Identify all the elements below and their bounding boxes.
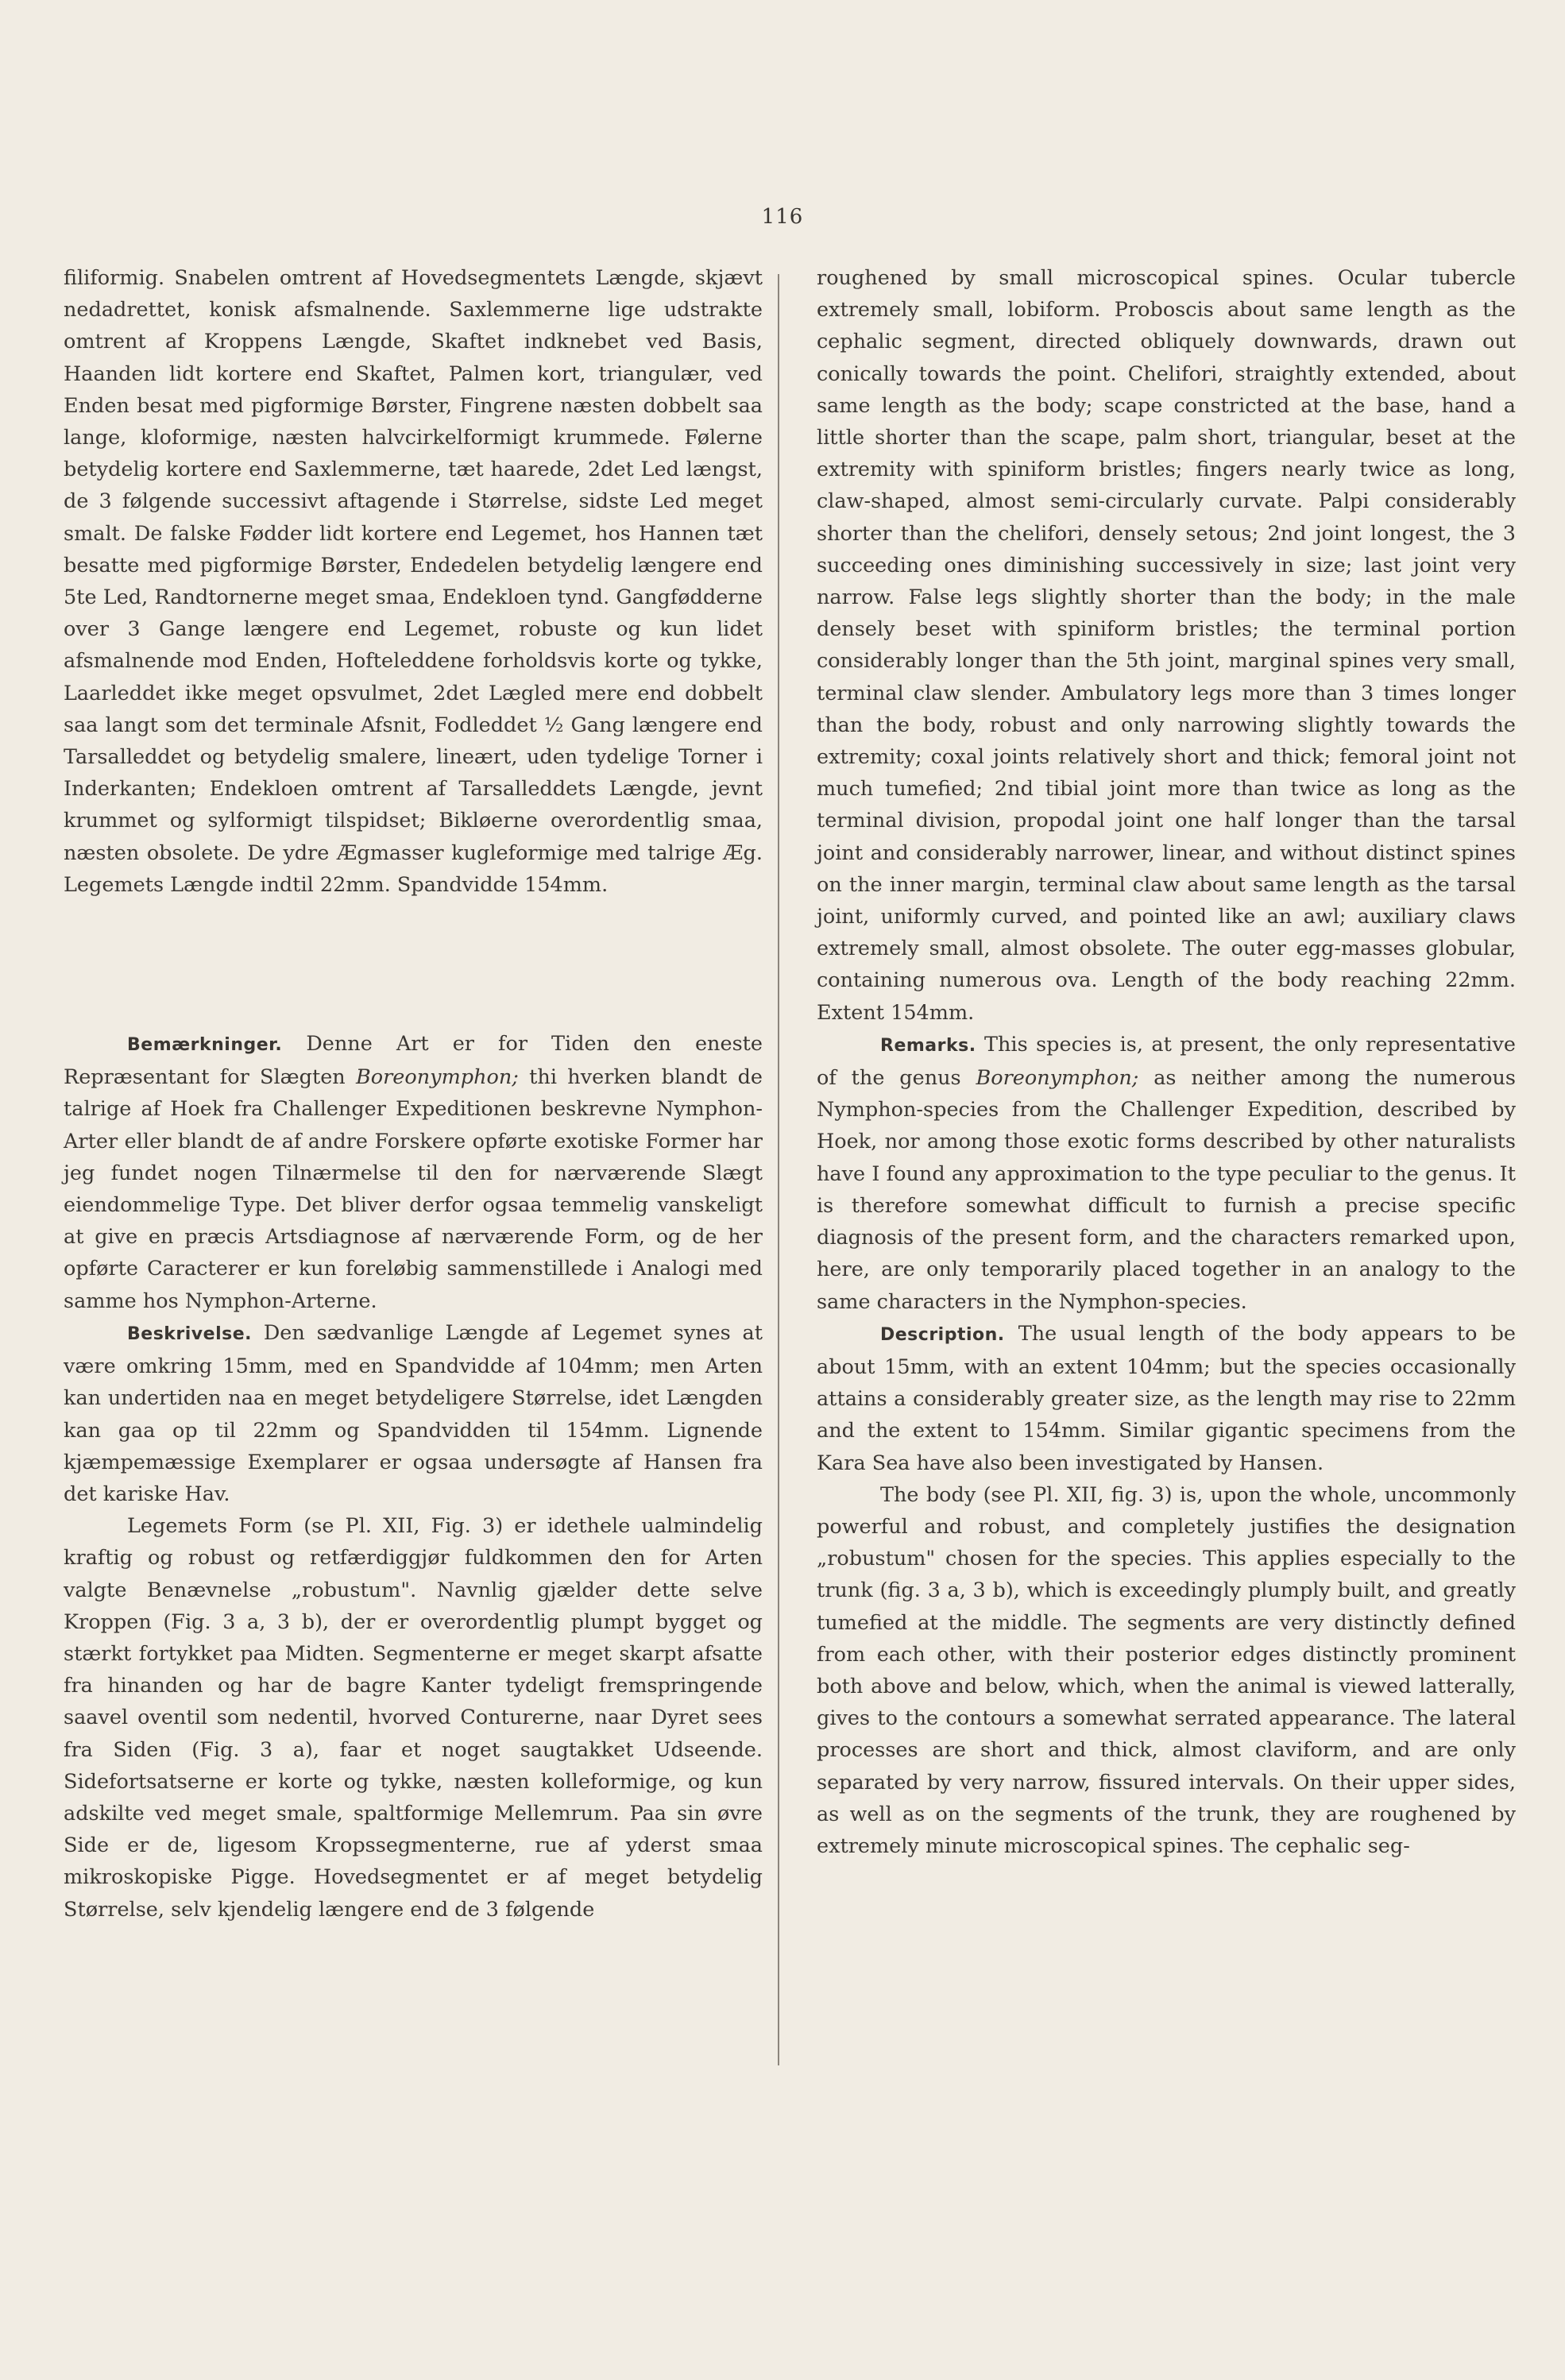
remarks-text-start: This species is, at present, the only representative of the genus [817,1032,1516,1091]
section-gap [64,901,763,1028]
remarks-heading: Remarks. [880,1035,976,1056]
page-number: 116 [761,205,804,229]
remarks-text-start: Denne Art er for Tiden den eneste Repræsentant for Slægten [64,1032,763,1090]
column-divider [778,274,779,2065]
remarks-text-end: as neither among the numerous Nymphon-species from the Challenger Expedition, described by Hoek, nor among those exotic forms described by other naturalists have I found any approximation to the type peculiar to the genus. It is therefore somewhat difficult to furnish a precise specific diagnosis of the present form, and the characters remarked upon, here, are only temporarily placed together in an analogy to the same characters in the Nymphon-species. [817,1066,1516,1314]
description-text: The usual length of the body appears to be about 15mm, with an extent 104mm; but the species occasionally attains a considerably greater size, as the length may rise to 22mm and the extent to 154mm. Similar gigantic specimens from the Kara Sea have also been investigated by Hansen. [817,1321,1517,1475]
english-description-paragraph: roughened by small microscopical spines. Ocular tubercle extremely small, lobiform. Proboscis about same length as the cephalic segment, directed obliquely downwards, drawn out conically towards the point. Chelifori, straightly extended, about same length as the body; scape constricted at the base, hand a little shorter than the scape, palm short, triangular, beset at the extremity with spiniform bristles; fingers nearly twice as long, claw-shaped, almost semi-circularly curvate. Palpi considerably shorter than the chelifori, densely setous; 2nd joint longest, the 3 succeeding ones diminishing successively in size; last joint very narrow. False legs slightly shorter than the body; in the male densely beset with spiniform bristles; the terminal portion considerably longer than the 5th joint, marginal spines very small, terminal claw slender. Ambulatory legs more than 3 times longer than the body, robust and only narrowing slightly towards the extremity; coxal joints relatively short and thick; femoral joint not much tumefied; 2nd tibial joint more than twice as long as the terminal division, propodal joint one half longer than the tarsal joint and considerably narrower, linear, and without distinct spines on the inner margin, terminal claw about same length as the tarsal joint, uniformly curved, and pointed like an awl; auxiliary claws extremely small, almost obsolete. The outer egg-masses globular, containing numerous ova. Length of the body reaching 22mm. Extent 154mm. [817,266,1516,1025]
description-heading: Beskrivelse. [127,1323,252,1344]
remarks-heading: Bemærkninger. [127,1035,283,1056]
norwegian-body-paragraph: Legemets Form (se Pl. XII, Fig. 3) er idethele ualmindelig kraftig og robust og retfærdiggjør fuldkommen den for Arten valgte Benævnelse „robustum". Navnlig gjælder dette selve Kroppen (Fig. 3 a, 3 b), der er overordentlig plumpt bygget og stærkt fortykket paa Midten. Segmenterne er meget skarpt afsatte fra hinanden og har de bagre Kanter tydeligt fremspringende saavel oventil som nedentil, hvorved Conturerne, naar Dyret sees fra Siden (Fig. 3 a), faar et noget saugtakket Udseende. Sidefortsatserne er korte og tykke, næsten kolleformige, og kun adskilte ved meget smale, spaltformige Mellemrum. Paa sin øvre Side er de, ligesom Kropssegmenterne, rue af yderst smaa mikroskopiske Pigge. Hovedsegmentet er af meget betydelig Størrelse, selv kjendelig længere end de 3 følgende [64,1514,763,1922]
genus-name: Boreonymphon; [356,1065,519,1090]
english-remarks-paragraph [817,1029,1516,1318]
description-text: Den sædvanlige Længde af Legemet synes at være omkring 15mm, med en Spandvidde af 104mm; men Arten kan undertiden naa en meget betydeligere Størrelse, idet Længden kan gaa op til 22mm og Spandvidden til 154mm. Lignende kjæmpemæssige Exemplarer er ogsaa undersøgte af Hansen fra det kariske Hav. [64,1320,763,1506]
english-body-paragraph: The body (see Pl. XII, fig. 3) is, upon the whole, uncommonly powerful and robust, and completely justifies the designation „robustum" chosen for the species. This applies especially to the trunk (fig. 3 a, 3 b), which is exceedingly plumply built, and greatly tumefied at the middle. The segments are very distinctly defined from each other, with their posterior edges distinctly prominent both above and below, which, when the animal is viewed latterally, gives to the contours a somewhat serrated appearance. The lateral processes are short and thick, almost claviform, and are only separated by very narrow, fissured intervals. On their upper sides, as well as on the segments of the trunk, they are roughened by extremely minute microscopical spines. The cephalic seg- [817,1482,1516,1858]
english-column [817,262,1516,1862]
norwegian-description-heading-paragraph [64,1317,763,1510]
remarks-text-end: thi hverken blandt de talrige af Hoek fra Challenger Expeditionen beskrevne Nymphon-Arter eller blandt de af andre Forskere opførte exotiske Former har jeg fundet nogen Tilnærmelse til den for nærværende Slægt eiendommelige Type. Det bliver derfor ogsaa temmelig vanskeligt at give en præcis Artsdiagnose af nærværende Form, og de her opførte Caracterer er kun foreløbig sammenstillede i Analogi med samme hos Nymphon-Arterne. [64,1065,763,1313]
english-description-heading-paragraph [817,1318,1516,1479]
norwegian-description-paragraph: filiformig. Snabelen omtrent af Hovedsegmentets Længde, skjævt nedadrettet, konisk afsmalnende. Saxlemmerne lige udstrakte omtrent af Kroppens Længde, Skaftet indknebet ved Basis, Haanden lidt kortere end Skaftet, Palmen kort, triangulær, ved Enden besat med pigformige Børster, Fingrene næsten dobbelt saa lange, kloformige, næsten halvcirkelformigt krummede. Følerne betydelig kortere end Saxlemmerne, tæt haarede, 2det Led længst, de 3 følgende successivt aftagende i Størrelse, sidste Led meget smalt. De falske Fødder lidt kortere end Legemet, hos Hannen tæt besatte med pigformige Børster, Endedelen betydelig længere end 5te Led, Randtornerne meget smaa, Endekloen tynd. Gangfødderne over 3 Gange længere end Legemet, robuste og kun lidet afsmalnende mod Enden, Hofteleddene forholdsvis korte og tykke, Laarleddet ikke meget opsvulmet, 2det Lægled mere end dobbelt saa langt som det terminale Afsnit, Fodleddet ½ Gang længere end Tarsalleddet og betydelig smalere, lineært, uden tydelige Torner i Inderkanten; Endekloen omtrent af Tarsalleddets Længde, jevnt krummet og sylformigt tilspidset; Bikløerne overordentlig smaa, næsten obsolete. De ydre Ægmasser kugleformige med talrige Æg. Legemets Længde indtil 22mm. Spandvidde 154mm. [64,266,763,897]
description-heading: Description. [880,1324,1005,1345]
norwegian-column [64,262,763,1926]
norwegian-remarks-paragraph [64,1028,763,1317]
genus-name: Boreonymphon; [976,1066,1139,1091]
